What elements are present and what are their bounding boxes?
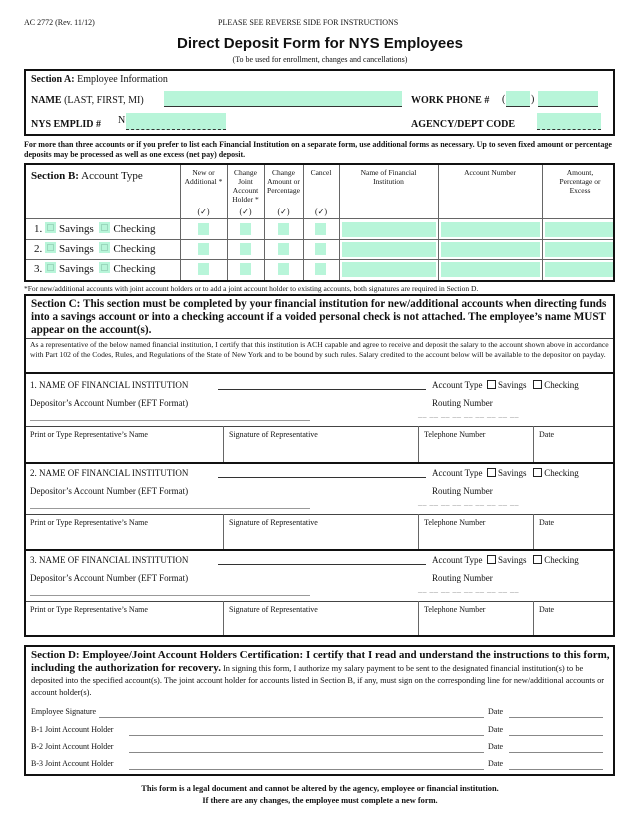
telephone-label: Telephone Number [424, 518, 486, 527]
section-c-certification: As a representative of the below named financial institution, I certify that this institution is ACH capable and agree to receive and deposit the salary to the account shown above in accordance with Part 102 of the Codes, Rules, and Regulations of the State of New York and to be bound by such rules. Salary credited to the account below will be available to the depositor on payday. [30, 340, 609, 359]
savings-checkbox[interactable] [45, 242, 56, 253]
change-amount-checkbox-3[interactable] [278, 263, 289, 275]
check-mark-icon: (✓) [277, 207, 290, 216]
b1-signature-input[interactable] [129, 735, 484, 736]
account-type-group: Account Type Savings Checking [432, 468, 579, 478]
telephone-label: Telephone Number [424, 605, 486, 614]
section-d [24, 645, 615, 776]
rep-signature-label: Signature of Representative [229, 605, 318, 614]
routing-number-input[interactable]: __ __ __ __ __ __ __ __ __ [418, 410, 519, 419]
col-line [533, 514, 534, 549]
depositor-account-input[interactable] [30, 508, 310, 509]
cancel-checkbox-2[interactable] [315, 243, 326, 255]
col-line [533, 426, 534, 462]
account-number-input-3[interactable] [441, 262, 540, 277]
telephone-label: Telephone Number [424, 430, 486, 439]
b2-date-input[interactable] [509, 752, 603, 753]
account-row-3: 3. Savings Checking [34, 263, 156, 275]
account-number-input-1[interactable] [441, 222, 540, 237]
b3-signature-input[interactable] [129, 769, 484, 770]
date-label: Date [539, 430, 555, 439]
depositor-account-label: Depositor’s Account Number (EFT Format) [30, 486, 189, 496]
institution-name-label: 3. NAME OF FINANCIAL INSTITUTION [30, 555, 189, 565]
rep-name-label: Print or Type Representative’s Name [30, 518, 148, 527]
checking-checkbox[interactable] [99, 222, 110, 233]
row-divider [26, 259, 613, 260]
change-amount-checkbox-1[interactable] [278, 223, 289, 235]
account-number-input-2[interactable] [441, 242, 540, 257]
col-line [418, 601, 419, 635]
amount-input-1[interactable] [545, 222, 613, 237]
agency-code-input[interactable] [537, 113, 601, 130]
col-line [223, 514, 224, 549]
divider [26, 514, 613, 515]
rep-signature-label: Signature of Representative [229, 430, 318, 439]
institution-block-1 [26, 374, 613, 462]
footer-line-1: This form is a legal document and cannot be altered by the agency, employee or financial institution. [141, 784, 499, 793]
section-d-text: Section D: Employee/Joint Account Holders Certification: I certify that I read and understand the instructions to this form, including the authorization for recovery. In signing this form, I authorize my salary payment to be sent to the designated financial institution(s) to be deposited into the specified account(s). The joint account holder for accounts listed in Section B, if any, must sign on the corresponding line for new/additional accounts or account holder(s). [31, 649, 610, 697]
col-line [418, 514, 419, 549]
institution-input-3[interactable] [342, 262, 436, 277]
savings-checkbox[interactable] [487, 555, 496, 564]
checking-checkbox[interactable] [99, 242, 110, 253]
account-row-2: 2. Savings Checking [34, 243, 156, 255]
new-checkbox-3[interactable] [198, 263, 209, 275]
section-a [24, 69, 615, 136]
checking-checkbox[interactable] [533, 380, 542, 389]
col-line [223, 426, 224, 462]
amount-input-2[interactable] [545, 242, 613, 257]
section-b-heading: Section B: Account Type [31, 170, 143, 182]
b1-date-input[interactable] [509, 735, 603, 736]
col-line [533, 601, 534, 635]
check-mark-icon: (✓) [197, 207, 210, 216]
section-b-table [24, 163, 615, 282]
paren-open: ( [502, 94, 506, 105]
savings-checkbox[interactable] [487, 468, 496, 477]
institution-name-input[interactable] [218, 389, 426, 390]
signature-line-b2: B-2 Joint Account Holder Date [31, 742, 611, 751]
emplid-input[interactable] [126, 113, 226, 130]
col-header-amount: Amount, Percentage or Excess [559, 168, 601, 195]
routing-label: Routing Number [432, 573, 493, 583]
work-phone-input[interactable] [538, 91, 598, 107]
section-c [24, 294, 615, 637]
amount-input-3[interactable] [545, 262, 613, 277]
routing-number-input[interactable]: __ __ __ __ __ __ __ __ __ [418, 498, 519, 507]
employee-date-input[interactable] [509, 717, 603, 718]
name-input[interactable] [164, 91, 402, 107]
check-mark-icon: (✓) [314, 207, 328, 216]
signature-line-employee: Employee Signature Date [31, 707, 611, 716]
savings-checkbox[interactable] [487, 380, 496, 389]
name-label: NAME (LAST, FIRST, MI) [31, 95, 144, 106]
col-line [418, 426, 419, 462]
col-header-institution: Name of Financial Institution [360, 168, 417, 186]
b3-date-input[interactable] [509, 769, 603, 770]
col-header-change-amount: Change Amount or Percentage [267, 168, 300, 195]
col-line [339, 165, 340, 280]
institution-name-label: 1. NAME OF FINANCIAL INSTITUTION [30, 380, 189, 390]
emplid-prefix: N [118, 115, 126, 126]
account-type-group: Account Type Savings Checking [432, 380, 579, 390]
signature-line-b3: B-3 Joint Account Holder Date [31, 759, 611, 768]
col-line [438, 165, 439, 280]
checking-checkbox[interactable] [533, 555, 542, 564]
account-type-group: Account Type Savings Checking [432, 555, 579, 565]
cancel-checkbox-1[interactable] [315, 223, 326, 235]
change-joint-checkbox-3[interactable] [240, 263, 251, 275]
employee-signature-input[interactable] [99, 717, 484, 718]
row-divider [26, 239, 613, 240]
checking-checkbox[interactable] [533, 468, 542, 477]
footer-line-2: If there are any changes, the employee must complete a new form. [202, 796, 438, 805]
new-checkbox-1[interactable] [198, 223, 209, 235]
institution-block-2 [26, 464, 613, 549]
cancel-checkbox-3[interactable] [315, 263, 326, 275]
change-amount-checkbox-2[interactable] [278, 243, 289, 255]
divider [26, 426, 613, 427]
rep-name-label: Print or Type Representative’s Name [30, 430, 148, 439]
rep-signature-label: Signature of Representative [229, 518, 318, 527]
col-header-account-number: Account Number [464, 168, 516, 177]
page-subtitle: (To be used for enrollment, changes and cancellations) [232, 55, 408, 64]
savings-checkbox[interactable] [45, 222, 56, 233]
col-line [303, 165, 304, 280]
emplid-label: NYS EMPLID # [31, 119, 102, 130]
agency-label: AGENCY/DEPT CODE [411, 119, 515, 130]
form-id: AC 2772 (Rev. 11/12) [24, 18, 95, 27]
checking-checkbox[interactable] [99, 262, 110, 273]
date-label: Date [539, 518, 555, 527]
date-label: Date [539, 605, 555, 614]
rep-name-label: Print or Type Representative’s Name [30, 605, 148, 614]
institution-block-3 [26, 551, 613, 635]
savings-checkbox[interactable] [45, 262, 56, 273]
signature-line-b1: B-1 Joint Account Holder Date [31, 725, 611, 734]
check-mark-icon: (✓) [239, 207, 252, 216]
col-line [223, 601, 224, 635]
institution-input-2[interactable] [342, 242, 436, 257]
change-joint-checkbox-2[interactable] [240, 243, 251, 255]
section-b-footnote: *For new/additional accounts with joint account holders or to add a joint account holder to existing accounts, both signatures are required in Section D. [24, 284, 479, 293]
page-title: Direct Deposit Form for NYS Employees [177, 35, 463, 52]
divider [26, 601, 613, 602]
section-a-heading: Section A: Employee Information [31, 74, 168, 85]
paren-close: ) [531, 94, 535, 105]
depositor-account-label: Depositor’s Account Number (EFT Format) [30, 573, 189, 583]
section-c-heading: Section C: This section must be completed by your financial institution for new/additional accounts when directing funds into a savings account or into a checking account if a voided personal check is not attached. The employee’s name MUST appear on the account(s). [31, 298, 607, 336]
depositor-account-input[interactable] [30, 420, 310, 421]
col-header-change-joint: Change Joint Account Holder * [232, 168, 259, 204]
institution-name-input[interactable] [218, 564, 426, 565]
account-row-1: 1. Savings Checking [34, 223, 156, 235]
institution-name-input[interactable] [218, 477, 426, 478]
institution-input-1[interactable] [342, 222, 436, 237]
work-phone-label: WORK PHONE # [411, 95, 490, 106]
institution-name-label: 2. NAME OF FINANCIAL INSTITUTION [30, 468, 189, 478]
work-phone-area-input[interactable] [506, 91, 530, 107]
routing-label: Routing Number [432, 398, 493, 408]
col-header-new: New or Additional * [184, 168, 223, 186]
instructions-note: PLEASE SEE REVERSE SIDE FOR INSTRUCTIONS [218, 18, 399, 27]
more-accounts-note: For more than three accounts or if you prefer to list each Financial Institution on a separate form, use additional forms as necessary. Up to seven fixed amount or percentage deposits may be processed as well as one excess (net pay) deposit. [24, 140, 612, 159]
depositor-account-label: Depositor’s Account Number (EFT Format) [30, 398, 189, 408]
b2-signature-input[interactable] [129, 752, 484, 753]
header-divider [26, 218, 613, 219]
divider [26, 338, 613, 339]
routing-label: Routing Number [432, 486, 493, 496]
col-line [542, 165, 543, 280]
routing-number-input[interactable]: __ __ __ __ __ __ __ __ __ [418, 585, 519, 594]
col-header-cancel: Cancel [310, 168, 332, 177]
change-joint-checkbox-1[interactable] [240, 223, 251, 235]
depositor-account-input[interactable] [30, 595, 310, 596]
new-checkbox-2[interactable] [198, 243, 209, 255]
